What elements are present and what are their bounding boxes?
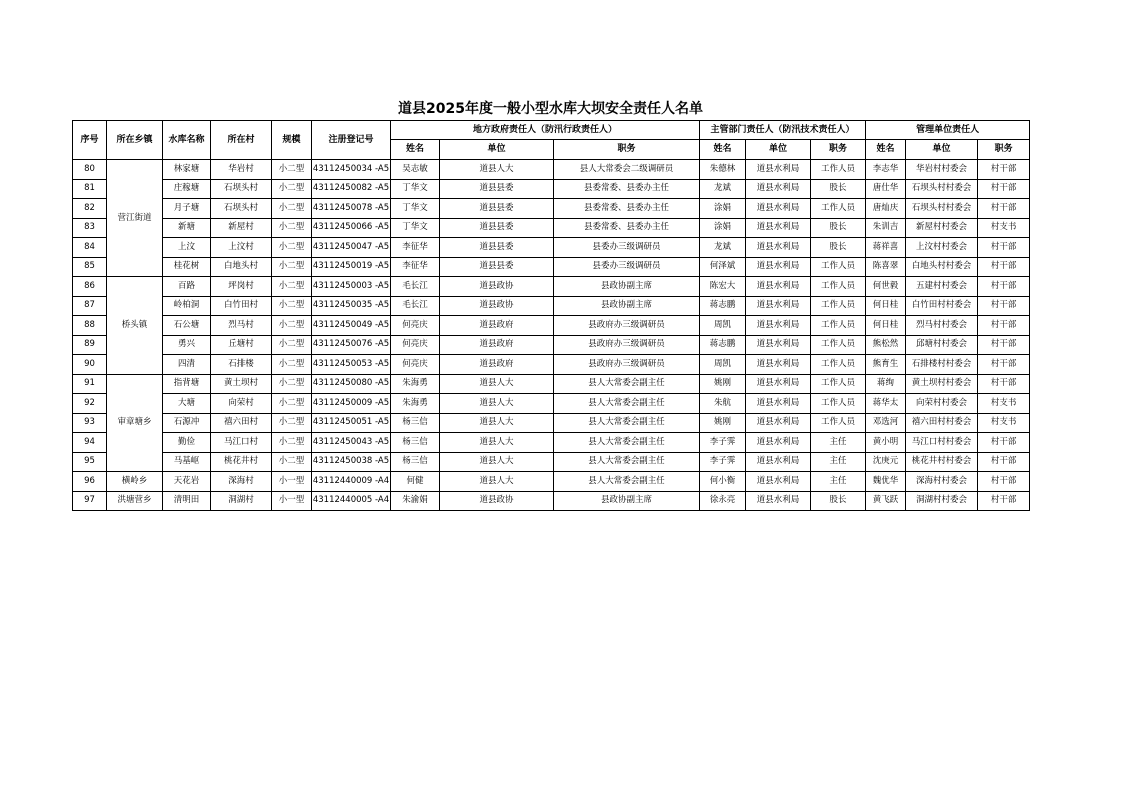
- cell-dept-unit: 道县水利局: [746, 491, 811, 511]
- cell-dept-name: 蒋志鹏: [700, 335, 746, 355]
- cell-gov-position: 县委常委、县委办主任: [554, 179, 700, 199]
- cell-dept-name: 周凯: [700, 316, 746, 336]
- cell-mgmt-position: 村干部: [978, 472, 1030, 492]
- cell-reg: 43112450080 -A5: [312, 374, 391, 394]
- cell-seq: 83: [73, 218, 107, 238]
- cell-gov-unit: 道县县委: [440, 257, 554, 277]
- cell-village: 深海村: [211, 472, 272, 492]
- cell-scale: 小二型: [272, 335, 312, 355]
- cell-mgmt-name: 唐灿庆: [866, 199, 906, 219]
- cell-dept-position: 股长: [811, 491, 866, 511]
- header-gov-name: 姓名: [391, 140, 440, 160]
- cell-dept-unit: 道县水利局: [746, 277, 811, 297]
- cell-scale: 小一型: [272, 491, 312, 511]
- cell-village: 黄土坝村: [211, 374, 272, 394]
- cell-mgmt-name: 蒋祥喜: [866, 238, 906, 258]
- cell-reservoir: 勇兴: [163, 335, 211, 355]
- cell-dept-unit: 道县水利局: [746, 160, 811, 180]
- cell-gov-name: 杨三信: [391, 413, 440, 433]
- cell-town: 洪塘营乡: [107, 491, 163, 511]
- header-dept-group: 主管部门责任人（防汛技术责任人）: [700, 121, 866, 140]
- cell-seq: 95: [73, 452, 107, 472]
- cell-village: 禧六田村: [211, 413, 272, 433]
- cell-gov-unit: 道县人大: [440, 433, 554, 453]
- cell-gov-name: 何亮庆: [391, 335, 440, 355]
- cell-village: 丘塘村: [211, 335, 272, 355]
- header-mgmt-group: 管理单位责任人: [866, 121, 1030, 140]
- table-row: [73, 238, 1030, 258]
- cell-mgmt-name: 魏优华: [866, 472, 906, 492]
- cell-seq: 97: [73, 491, 107, 511]
- cell-gov-unit: 道县政府: [440, 355, 554, 375]
- cell-gov-position: 县政府办三级调研员: [554, 316, 700, 336]
- cell-mgmt-position: 村支书: [978, 394, 1030, 414]
- cell-dept-position: 工作人员: [811, 296, 866, 316]
- cell-gov-unit: 道县县委: [440, 179, 554, 199]
- header-town: 所在乡镇: [107, 121, 163, 160]
- cell-dept-unit: 道县水利局: [746, 296, 811, 316]
- header-dept-position: 职务: [811, 140, 866, 160]
- cell-dept-position: 工作人员: [811, 257, 866, 277]
- cell-reg: 43112450038 -A5: [312, 452, 391, 472]
- cell-village: 马江口村: [211, 433, 272, 453]
- cell-dept-position: 主任: [811, 452, 866, 472]
- cell-dept-name: 涂娟: [700, 218, 746, 238]
- cell-seq: 84: [73, 238, 107, 258]
- cell-seq: 80: [73, 160, 107, 180]
- cell-gov-name: 毛长江: [391, 277, 440, 297]
- cell-dept-name: 龙斌: [700, 179, 746, 199]
- cell-dept-name: 李子霁: [700, 433, 746, 453]
- cell-mgmt-position: 村干部: [978, 355, 1030, 375]
- cell-dept-unit: 道县水利局: [746, 413, 811, 433]
- cell-seq: 89: [73, 335, 107, 355]
- cell-gov-name: 李征华: [391, 257, 440, 277]
- table-row: [73, 355, 1030, 375]
- cell-mgmt-position: 村干部: [978, 433, 1030, 453]
- cell-reservoir: 岭柏洞: [163, 296, 211, 316]
- cell-mgmt-unit: 五建村村委会: [906, 277, 978, 297]
- cell-scale: 小二型: [272, 277, 312, 297]
- cell-mgmt-unit: 马江口村村委会: [906, 433, 978, 453]
- cell-village: 华岩村: [211, 160, 272, 180]
- cell-village: 白竹田村: [211, 296, 272, 316]
- cell-gov-name: 杨三信: [391, 433, 440, 453]
- cell-gov-position: 县委办三级调研员: [554, 238, 700, 258]
- cell-seq: 94: [73, 433, 107, 453]
- cell-dept-name: 蒋志鹏: [700, 296, 746, 316]
- cell-mgmt-unit: 白竹田村村委会: [906, 296, 978, 316]
- cell-mgmt-unit: 向荣村村委会: [906, 394, 978, 414]
- cell-gov-unit: 道县人大: [440, 374, 554, 394]
- cell-gov-position: 县委常委、县委办主任: [554, 199, 700, 219]
- cell-dept-position: 工作人员: [811, 277, 866, 297]
- cell-dept-position: 股长: [811, 238, 866, 258]
- cell-gov-name: 毛长江: [391, 296, 440, 316]
- cell-gov-unit: 道县政协: [440, 491, 554, 511]
- cell-seq: 86: [73, 277, 107, 297]
- cell-scale: 小二型: [272, 394, 312, 414]
- header-scale: 规模: [272, 121, 312, 160]
- cell-village: 桃花井村: [211, 452, 272, 472]
- cell-mgmt-position: 村干部: [978, 257, 1030, 277]
- header-reg: 注册登记号: [312, 121, 391, 160]
- cell-mgmt-unit: 石排楼村村委会: [906, 355, 978, 375]
- table-row: [73, 277, 1030, 297]
- header-dept-name: 姓名: [700, 140, 746, 160]
- cell-gov-position: 县政协副主席: [554, 491, 700, 511]
- cell-dept-unit: 道县水利局: [746, 257, 811, 277]
- cell-reservoir: 大塘: [163, 394, 211, 414]
- cell-gov-unit: 道县人大: [440, 394, 554, 414]
- cell-dept-name: 李子霁: [700, 452, 746, 472]
- cell-gov-position: 县人大常委会二级调研员: [554, 160, 700, 180]
- header-seq: 序号: [73, 121, 107, 160]
- cell-mgmt-unit: 石坝头村村委会: [906, 179, 978, 199]
- cell-reservoir: 林家塘: [163, 160, 211, 180]
- cell-gov-name: 朱渝娟: [391, 491, 440, 511]
- cell-mgmt-name: 何日桂: [866, 316, 906, 336]
- cell-gov-name: 何亮庆: [391, 355, 440, 375]
- cell-seq: 82: [73, 199, 107, 219]
- cell-dept-name: 涂娟: [700, 199, 746, 219]
- cell-reg: 43112440009 -A4: [312, 472, 391, 492]
- cell-dept-position: 股长: [811, 218, 866, 238]
- cell-gov-position: 县人大常委会副主任: [554, 433, 700, 453]
- cell-gov-position: 县政协副主席: [554, 296, 700, 316]
- cell-dept-unit: 道县水利局: [746, 433, 811, 453]
- cell-reg: 43112450053 -A5: [312, 355, 391, 375]
- cell-reservoir: 四清: [163, 355, 211, 375]
- cell-dept-unit: 道县水利局: [746, 374, 811, 394]
- cell-reservoir: 勤俭: [163, 433, 211, 453]
- cell-mgmt-position: 村干部: [978, 179, 1030, 199]
- cell-reservoir: 石源冲: [163, 413, 211, 433]
- cell-gov-name: 何亮庆: [391, 316, 440, 336]
- cell-dept-name: 姚刚: [700, 413, 746, 433]
- cell-mgmt-unit: 上汶村村委会: [906, 238, 978, 258]
- cell-mgmt-name: 熊育生: [866, 355, 906, 375]
- cell-seq: 91: [73, 374, 107, 394]
- cell-gov-unit: 道县政协: [440, 277, 554, 297]
- header-gov-group: 地方政府责任人（防汛行政责任人）: [391, 121, 700, 140]
- cell-mgmt-unit: 华岩村村委会: [906, 160, 978, 180]
- cell-dept-unit: 道县水利局: [746, 472, 811, 492]
- cell-dept-name: 何小衡: [700, 472, 746, 492]
- cell-mgmt-unit: 白地头村村委会: [906, 257, 978, 277]
- header-reservoir: 水库名称: [163, 121, 211, 160]
- cell-dept-unit: 道县水利局: [746, 335, 811, 355]
- cell-scale: 小二型: [272, 316, 312, 336]
- cell-gov-unit: 道县政府: [440, 316, 554, 336]
- cell-mgmt-position: 村支书: [978, 413, 1030, 433]
- cell-dept-position: 工作人员: [811, 374, 866, 394]
- cell-reservoir: 新塘: [163, 218, 211, 238]
- cell-mgmt-position: 村干部: [978, 374, 1030, 394]
- responsibility-table: [72, 120, 1030, 511]
- cell-reg: 43112440005 -A4: [312, 491, 391, 511]
- cell-dept-name: 陈宏大: [700, 277, 746, 297]
- cell-scale: 小二型: [272, 199, 312, 219]
- header-dept-unit: 单位: [746, 140, 811, 160]
- cell-town: 营江街道: [107, 160, 163, 277]
- cell-mgmt-name: 朱训吉: [866, 218, 906, 238]
- cell-village: 烈马村: [211, 316, 272, 336]
- cell-gov-position: 县政协副主席: [554, 277, 700, 297]
- cell-dept-name: 徐永亮: [700, 491, 746, 511]
- table-row: [73, 199, 1030, 219]
- cell-scale: 小二型: [272, 355, 312, 375]
- cell-village: 向荣村: [211, 394, 272, 414]
- cell-seq: 87: [73, 296, 107, 316]
- table-row: [73, 218, 1030, 238]
- cell-scale: 小二型: [272, 160, 312, 180]
- cell-reg: 43112450082 -A5: [312, 179, 391, 199]
- cell-reg: 43112450034 -A5: [312, 160, 391, 180]
- cell-dept-position: 工作人员: [811, 413, 866, 433]
- cell-mgmt-unit: 深海村村委会: [906, 472, 978, 492]
- table-row: [73, 394, 1030, 414]
- cell-dept-position: 工作人员: [811, 394, 866, 414]
- cell-gov-unit: 道县人大: [440, 160, 554, 180]
- cell-mgmt-unit: 新屋村村委会: [906, 218, 978, 238]
- cell-gov-unit: 道县县委: [440, 238, 554, 258]
- cell-mgmt-position: 村干部: [978, 238, 1030, 258]
- cell-mgmt-name: 陈喜翠: [866, 257, 906, 277]
- cell-town: 桥头镇: [107, 277, 163, 375]
- cell-reservoir: 庄稼塘: [163, 179, 211, 199]
- cell-reg: 43112450078 -A5: [312, 199, 391, 219]
- cell-reservoir: 桂花树: [163, 257, 211, 277]
- table-row: [73, 374, 1030, 394]
- table-row: [73, 433, 1030, 453]
- cell-dept-position: 工作人员: [811, 199, 866, 219]
- cell-reg: 43112450003 -A5: [312, 277, 391, 297]
- cell-reservoir: 清明田: [163, 491, 211, 511]
- cell-mgmt-unit: 禧六田村村委会: [906, 413, 978, 433]
- cell-scale: 小二型: [272, 238, 312, 258]
- cell-dept-position: 工作人员: [811, 316, 866, 336]
- page-title: 道县2025年度一般小型水库大坝安全责任人名单: [398, 101, 703, 117]
- cell-mgmt-unit: 邱塘村村委会: [906, 335, 978, 355]
- table-row: [73, 491, 1030, 511]
- header-gov-unit: 单位: [440, 140, 554, 160]
- cell-reservoir: 百路: [163, 277, 211, 297]
- cell-mgmt-position: 村干部: [978, 452, 1030, 472]
- cell-reg: 43112450049 -A5: [312, 316, 391, 336]
- header-mgmt-position: 职务: [978, 140, 1030, 160]
- cell-gov-name: 朱海勇: [391, 394, 440, 414]
- cell-mgmt-unit: 石坝头村村委会: [906, 199, 978, 219]
- cell-reservoir: 马基岖: [163, 452, 211, 472]
- cell-reg: 43112450019 -A5: [312, 257, 391, 277]
- cell-gov-position: 县人大常委会副主任: [554, 472, 700, 492]
- cell-gov-unit: 道县人大: [440, 452, 554, 472]
- cell-gov-name: 杨三信: [391, 452, 440, 472]
- cell-mgmt-name: 黄飞跃: [866, 491, 906, 511]
- cell-scale: 小二型: [272, 413, 312, 433]
- table-row: [73, 179, 1030, 199]
- cell-dept-name: 周凯: [700, 355, 746, 375]
- cell-dept-unit: 道县水利局: [746, 238, 811, 258]
- table-row: [73, 335, 1030, 355]
- cell-gov-unit: 道县县委: [440, 218, 554, 238]
- header-village: 所在村: [211, 121, 272, 160]
- cell-gov-position: 县人大常委会副主任: [554, 452, 700, 472]
- cell-dept-position: 工作人员: [811, 335, 866, 355]
- cell-scale: 小二型: [272, 257, 312, 277]
- cell-gov-name: 朱海勇: [391, 374, 440, 394]
- cell-mgmt-position: 村干部: [978, 335, 1030, 355]
- cell-village: 洞湖村: [211, 491, 272, 511]
- cell-mgmt-position: 村干部: [978, 160, 1030, 180]
- cell-mgmt-name: 何日桂: [866, 296, 906, 316]
- cell-village: 新屋村: [211, 218, 272, 238]
- cell-mgmt-name: 蒋绚: [866, 374, 906, 394]
- cell-village: 坪岗村: [211, 277, 272, 297]
- cell-mgmt-position: 村干部: [978, 199, 1030, 219]
- cell-dept-position: 主任: [811, 433, 866, 453]
- cell-dept-position: 股长: [811, 179, 866, 199]
- cell-mgmt-name: 唐仕华: [866, 179, 906, 199]
- cell-mgmt-name: 蒋华太: [866, 394, 906, 414]
- cell-dept-position: 工作人员: [811, 355, 866, 375]
- cell-reg: 43112450076 -A5: [312, 335, 391, 355]
- cell-reservoir: 指背塘: [163, 374, 211, 394]
- cell-mgmt-position: 村支书: [978, 218, 1030, 238]
- cell-gov-position: 县人大常委会副主任: [554, 374, 700, 394]
- cell-reg: 43112450047 -A5: [312, 238, 391, 258]
- cell-reservoir: 上汶: [163, 238, 211, 258]
- cell-mgmt-unit: 洞湖村村委会: [906, 491, 978, 511]
- table-row: [73, 160, 1030, 180]
- cell-village: 白地头村: [211, 257, 272, 277]
- cell-village: 石坝头村: [211, 199, 272, 219]
- cell-gov-position: 县委常委、县委办主任: [554, 218, 700, 238]
- cell-gov-name: 何健: [391, 472, 440, 492]
- cell-dept-name: 朱德林: [700, 160, 746, 180]
- cell-mgmt-position: 村干部: [978, 296, 1030, 316]
- cell-gov-unit: 道县县委: [440, 199, 554, 219]
- cell-reg: 43112450043 -A5: [312, 433, 391, 453]
- cell-reg: 43112450009 -A5: [312, 394, 391, 414]
- cell-seq: 85: [73, 257, 107, 277]
- table-row: [73, 452, 1030, 472]
- header-gov-position: 职务: [554, 140, 700, 160]
- cell-gov-name: 丁华文: [391, 179, 440, 199]
- cell-seq: 92: [73, 394, 107, 414]
- cell-gov-name: 吴志敏: [391, 160, 440, 180]
- cell-mgmt-name: 沈庚元: [866, 452, 906, 472]
- cell-gov-unit: 道县人大: [440, 472, 554, 492]
- cell-village: 上汶村: [211, 238, 272, 258]
- cell-seq: 90: [73, 355, 107, 375]
- table-row: [73, 257, 1030, 277]
- cell-seq: 93: [73, 413, 107, 433]
- cell-reg: 43112450066 -A5: [312, 218, 391, 238]
- table-body: [73, 160, 1030, 511]
- cell-scale: 小二型: [272, 179, 312, 199]
- cell-mgmt-unit: 烈马村村委会: [906, 316, 978, 336]
- cell-village: 石坝头村: [211, 179, 272, 199]
- cell-scale: 小一型: [272, 472, 312, 492]
- cell-mgmt-position: 村干部: [978, 277, 1030, 297]
- cell-dept-name: 龙斌: [700, 238, 746, 258]
- cell-scale: 小二型: [272, 433, 312, 453]
- cell-scale: 小二型: [272, 296, 312, 316]
- cell-mgmt-name: 黄小明: [866, 433, 906, 453]
- cell-dept-position: 主任: [811, 472, 866, 492]
- cell-mgmt-unit: 桃花井村村委会: [906, 452, 978, 472]
- cell-mgmt-unit: 黄土坝村村委会: [906, 374, 978, 394]
- cell-gov-name: 李征华: [391, 238, 440, 258]
- cell-gov-position: 县人大常委会副主任: [554, 394, 700, 414]
- cell-dept-unit: 道县水利局: [746, 199, 811, 219]
- cell-mgmt-position: 村干部: [978, 316, 1030, 336]
- cell-gov-position: 县委办三级调研员: [554, 257, 700, 277]
- cell-gov-position: 县政府办三级调研员: [554, 335, 700, 355]
- cell-dept-position: 工作人员: [811, 160, 866, 180]
- cell-dept-name: 何泽斌: [700, 257, 746, 277]
- cell-seq: 96: [73, 472, 107, 492]
- cell-village: 石排楼: [211, 355, 272, 375]
- cell-dept-unit: 道县水利局: [746, 316, 811, 336]
- cell-reg: 43112450035 -A5: [312, 296, 391, 316]
- cell-mgmt-name: 熊松然: [866, 335, 906, 355]
- table-row: [73, 316, 1030, 336]
- cell-reservoir: 石公塘: [163, 316, 211, 336]
- cell-mgmt-name: 李志华: [866, 160, 906, 180]
- cell-dept-name: 姚刚: [700, 374, 746, 394]
- cell-gov-position: 县人大常委会副主任: [554, 413, 700, 433]
- cell-mgmt-position: 村干部: [978, 491, 1030, 511]
- cell-reservoir: 天花岩: [163, 472, 211, 492]
- table-row: [73, 296, 1030, 316]
- cell-scale: 小二型: [272, 374, 312, 394]
- cell-reg: 43112450051 -A5: [312, 413, 391, 433]
- cell-town: 横岭乡: [107, 472, 163, 492]
- cell-dept-name: 朱航: [700, 394, 746, 414]
- cell-mgmt-name: 邓选河: [866, 413, 906, 433]
- cell-gov-name: 丁华文: [391, 218, 440, 238]
- cell-gov-position: 县政府办三级调研员: [554, 355, 700, 375]
- cell-dept-unit: 道县水利局: [746, 394, 811, 414]
- cell-reservoir: 月子塘: [163, 199, 211, 219]
- table-row: [73, 472, 1030, 492]
- cell-dept-unit: 道县水利局: [746, 452, 811, 472]
- table-row: [73, 413, 1030, 433]
- cell-gov-unit: 道县政协: [440, 296, 554, 316]
- cell-seq: 81: [73, 179, 107, 199]
- cell-gov-name: 丁华文: [391, 199, 440, 219]
- cell-dept-unit: 道县水利局: [746, 218, 811, 238]
- header-mgmt-name: 姓名: [866, 140, 906, 160]
- cell-dept-unit: 道县水利局: [746, 179, 811, 199]
- cell-gov-unit: 道县人大: [440, 413, 554, 433]
- cell-seq: 88: [73, 316, 107, 336]
- cell-gov-unit: 道县政府: [440, 335, 554, 355]
- cell-dept-unit: 道县水利局: [746, 355, 811, 375]
- cell-scale: 小二型: [272, 218, 312, 238]
- cell-mgmt-name: 何世毅: [866, 277, 906, 297]
- header-mgmt-unit: 单位: [906, 140, 978, 160]
- cell-town: 审章塘乡: [107, 374, 163, 472]
- cell-scale: 小二型: [272, 452, 312, 472]
